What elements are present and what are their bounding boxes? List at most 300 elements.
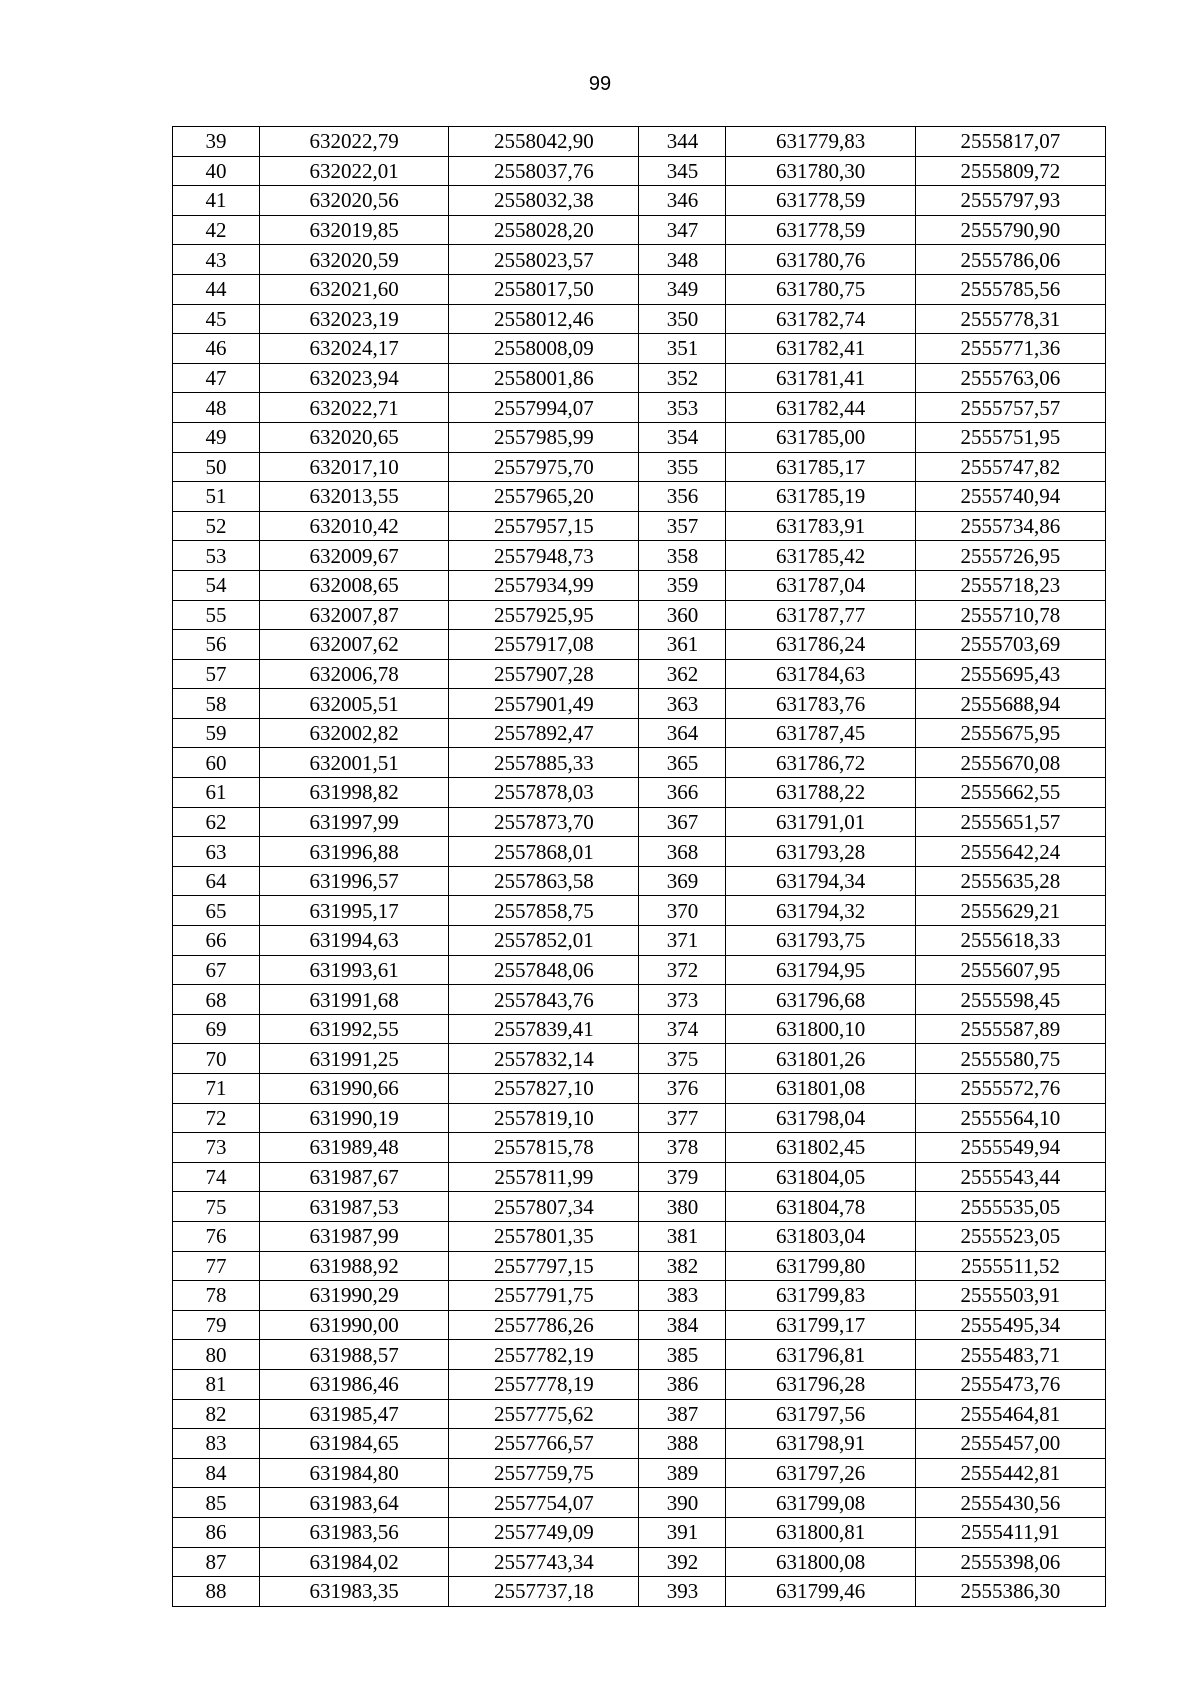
table-row	[173, 274, 1106, 304]
point-number-cell: 387	[639, 1399, 726, 1429]
point-number-cell: 386	[639, 1369, 726, 1399]
table-row	[173, 1162, 1106, 1192]
y-coordinate-cell: 2557778,19	[449, 1369, 639, 1399]
point-number-cell: 78	[173, 1281, 260, 1311]
table-row	[173, 600, 1106, 630]
point-number-cell: 76	[173, 1221, 260, 1251]
table-row	[173, 541, 1106, 571]
x-coordinate-cell: 631990,19	[260, 1103, 449, 1133]
point-number-cell: 350	[639, 304, 726, 334]
table-row	[173, 866, 1106, 896]
x-coordinate-cell: 631782,74	[726, 304, 915, 334]
table-row	[173, 334, 1106, 364]
x-coordinate-cell: 631984,02	[260, 1547, 449, 1577]
table-row	[173, 570, 1106, 600]
y-coordinate-cell: 2558023,57	[449, 245, 639, 275]
point-number-cell: 54	[173, 570, 260, 600]
y-coordinate-cell: 2558032,38	[449, 186, 639, 216]
x-coordinate-cell: 631988,92	[260, 1251, 449, 1281]
y-coordinate-cell: 2558042,90	[449, 127, 639, 157]
point-number-cell: 64	[173, 866, 260, 896]
point-number-cell: 62	[173, 807, 260, 837]
table-row	[173, 837, 1106, 867]
x-coordinate-cell: 632020,56	[260, 186, 449, 216]
y-coordinate-cell: 2555695,43	[915, 659, 1105, 689]
y-coordinate-cell: 2557759,75	[449, 1458, 639, 1488]
point-number-cell: 374	[639, 1014, 726, 1044]
table-row	[173, 1399, 1106, 1429]
x-coordinate-cell: 631983,56	[260, 1517, 449, 1547]
table-row	[173, 955, 1106, 985]
point-number-cell: 355	[639, 452, 726, 482]
x-coordinate-cell: 631985,47	[260, 1399, 449, 1429]
y-coordinate-cell: 2557852,01	[449, 926, 639, 956]
point-number-cell: 375	[639, 1044, 726, 1074]
point-number-cell: 55	[173, 600, 260, 630]
x-coordinate-cell: 631799,80	[726, 1251, 915, 1281]
y-coordinate-cell: 2555511,52	[915, 1251, 1105, 1281]
y-coordinate-cell: 2557848,06	[449, 955, 639, 985]
point-number-cell: 370	[639, 896, 726, 926]
point-number-cell: 362	[639, 659, 726, 689]
point-number-cell: 80	[173, 1340, 260, 1370]
y-coordinate-cell: 2555580,75	[915, 1044, 1105, 1074]
x-coordinate-cell: 631993,61	[260, 955, 449, 985]
y-coordinate-cell: 2557807,34	[449, 1192, 639, 1222]
x-coordinate-cell: 631786,72	[726, 748, 915, 778]
x-coordinate-cell: 631800,08	[726, 1547, 915, 1577]
point-number-cell: 388	[639, 1429, 726, 1459]
x-coordinate-cell: 631797,56	[726, 1399, 915, 1429]
point-number-cell: 353	[639, 393, 726, 423]
point-number-cell: 88	[173, 1577, 260, 1607]
x-coordinate-cell: 631783,76	[726, 689, 915, 719]
y-coordinate-cell: 2557975,70	[449, 452, 639, 482]
point-number-cell: 389	[639, 1458, 726, 1488]
x-coordinate-cell: 632006,78	[260, 659, 449, 689]
x-coordinate-cell: 631801,26	[726, 1044, 915, 1074]
point-number-cell: 50	[173, 452, 260, 482]
table-row	[173, 215, 1106, 245]
x-coordinate-cell: 631787,04	[726, 570, 915, 600]
y-coordinate-cell: 2557917,08	[449, 630, 639, 660]
x-coordinate-cell: 631990,00	[260, 1310, 449, 1340]
table-row	[173, 1014, 1106, 1044]
y-coordinate-cell: 2557985,99	[449, 422, 639, 452]
x-coordinate-cell: 631785,00	[726, 422, 915, 452]
y-coordinate-cell: 2555747,82	[915, 452, 1105, 482]
point-number-cell: 347	[639, 215, 726, 245]
y-coordinate-cell: 2555703,69	[915, 630, 1105, 660]
point-number-cell: 381	[639, 1221, 726, 1251]
point-number-cell: 73	[173, 1133, 260, 1163]
x-coordinate-cell: 631787,77	[726, 600, 915, 630]
x-coordinate-cell: 632002,82	[260, 718, 449, 748]
table-row	[173, 422, 1106, 452]
y-coordinate-cell: 2558001,86	[449, 363, 639, 393]
y-coordinate-cell: 2555618,33	[915, 926, 1105, 956]
point-number-cell: 379	[639, 1162, 726, 1192]
y-coordinate-cell: 2555607,95	[915, 955, 1105, 985]
x-coordinate-cell: 631783,91	[726, 511, 915, 541]
x-coordinate-cell: 631799,83	[726, 1281, 915, 1311]
point-number-cell: 69	[173, 1014, 260, 1044]
y-coordinate-cell: 2557868,01	[449, 837, 639, 867]
y-coordinate-cell: 2555670,08	[915, 748, 1105, 778]
table-row	[173, 630, 1106, 660]
x-coordinate-cell: 632023,94	[260, 363, 449, 393]
point-number-cell: 354	[639, 422, 726, 452]
table-row	[173, 393, 1106, 423]
x-coordinate-cell: 631803,04	[726, 1221, 915, 1251]
point-number-cell: 346	[639, 186, 726, 216]
x-coordinate-cell: 632007,87	[260, 600, 449, 630]
y-coordinate-cell: 2555718,23	[915, 570, 1105, 600]
x-coordinate-cell: 632022,79	[260, 127, 449, 157]
point-number-cell: 44	[173, 274, 260, 304]
y-coordinate-cell: 2555398,06	[915, 1547, 1105, 1577]
y-coordinate-cell: 2558028,20	[449, 215, 639, 245]
y-coordinate-cell: 2555598,45	[915, 985, 1105, 1015]
point-number-cell: 57	[173, 659, 260, 689]
table-row	[173, 1192, 1106, 1222]
y-coordinate-cell: 2557797,15	[449, 1251, 639, 1281]
point-number-cell: 363	[639, 689, 726, 719]
point-number-cell: 86	[173, 1517, 260, 1547]
x-coordinate-cell: 631782,44	[726, 393, 915, 423]
x-coordinate-cell: 631800,10	[726, 1014, 915, 1044]
point-number-cell: 369	[639, 866, 726, 896]
x-coordinate-cell: 631787,45	[726, 718, 915, 748]
x-coordinate-cell: 631780,76	[726, 245, 915, 275]
point-number-cell: 49	[173, 422, 260, 452]
x-coordinate-cell: 632022,01	[260, 156, 449, 186]
point-number-cell: 42	[173, 215, 260, 245]
x-coordinate-cell: 631996,57	[260, 866, 449, 896]
table-row	[173, 1044, 1106, 1074]
point-number-cell: 77	[173, 1251, 260, 1281]
x-coordinate-cell: 631796,68	[726, 985, 915, 1015]
y-coordinate-cell: 2557994,07	[449, 393, 639, 423]
point-number-cell: 371	[639, 926, 726, 956]
x-coordinate-cell: 632017,10	[260, 452, 449, 482]
x-coordinate-cell: 631780,30	[726, 156, 915, 186]
y-coordinate-cell: 2555442,81	[915, 1458, 1105, 1488]
x-coordinate-cell: 631998,82	[260, 778, 449, 808]
point-number-cell: 82	[173, 1399, 260, 1429]
x-coordinate-cell: 631996,88	[260, 837, 449, 867]
point-number-cell: 41	[173, 186, 260, 216]
x-coordinate-cell: 631798,91	[726, 1429, 915, 1459]
point-number-cell: 352	[639, 363, 726, 393]
y-coordinate-cell: 2555726,95	[915, 541, 1105, 571]
y-coordinate-cell: 2555790,90	[915, 215, 1105, 245]
point-number-cell: 367	[639, 807, 726, 837]
point-number-cell: 377	[639, 1103, 726, 1133]
point-number-cell: 52	[173, 511, 260, 541]
y-coordinate-cell: 2557843,76	[449, 985, 639, 1015]
y-coordinate-cell: 2555457,00	[915, 1429, 1105, 1459]
y-coordinate-cell: 2557965,20	[449, 482, 639, 512]
x-coordinate-cell: 631802,45	[726, 1133, 915, 1163]
x-coordinate-cell: 631983,35	[260, 1577, 449, 1607]
point-number-cell: 359	[639, 570, 726, 600]
x-coordinate-cell: 631796,81	[726, 1340, 915, 1370]
point-number-cell: 85	[173, 1488, 260, 1518]
point-number-cell: 380	[639, 1192, 726, 1222]
y-coordinate-cell: 2558008,09	[449, 334, 639, 364]
y-coordinate-cell: 2557925,95	[449, 600, 639, 630]
point-number-cell: 390	[639, 1488, 726, 1518]
table-row	[173, 1340, 1106, 1370]
x-coordinate-cell: 631987,67	[260, 1162, 449, 1192]
point-number-cell: 71	[173, 1074, 260, 1104]
coordinates-table	[172, 126, 1106, 1607]
table-row	[173, 1103, 1106, 1133]
table-row	[173, 511, 1106, 541]
x-coordinate-cell: 631785,19	[726, 482, 915, 512]
point-number-cell: 360	[639, 600, 726, 630]
x-coordinate-cell: 632020,59	[260, 245, 449, 275]
y-coordinate-cell: 2557858,75	[449, 896, 639, 926]
y-coordinate-cell: 2558012,46	[449, 304, 639, 334]
table-row	[173, 1221, 1106, 1251]
x-coordinate-cell: 631801,08	[726, 1074, 915, 1104]
x-coordinate-cell: 631784,63	[726, 659, 915, 689]
y-coordinate-cell: 2557957,15	[449, 511, 639, 541]
x-coordinate-cell: 631997,99	[260, 807, 449, 837]
point-number-cell: 357	[639, 511, 726, 541]
table-row	[173, 659, 1106, 689]
x-coordinate-cell: 631793,75	[726, 926, 915, 956]
point-number-cell: 393	[639, 1577, 726, 1607]
x-coordinate-cell: 631794,34	[726, 866, 915, 896]
x-coordinate-cell: 631994,63	[260, 926, 449, 956]
y-coordinate-cell: 2557782,19	[449, 1340, 639, 1370]
x-coordinate-cell: 631995,17	[260, 896, 449, 926]
x-coordinate-cell: 631794,32	[726, 896, 915, 926]
point-number-cell: 81	[173, 1369, 260, 1399]
point-number-cell: 361	[639, 630, 726, 660]
x-coordinate-cell: 631791,01	[726, 807, 915, 837]
x-coordinate-cell: 631800,81	[726, 1517, 915, 1547]
point-number-cell: 70	[173, 1044, 260, 1074]
y-coordinate-cell: 2555430,56	[915, 1488, 1105, 1518]
point-number-cell: 382	[639, 1251, 726, 1281]
point-number-cell: 373	[639, 985, 726, 1015]
x-coordinate-cell: 631986,46	[260, 1369, 449, 1399]
y-coordinate-cell: 2555503,91	[915, 1281, 1105, 1311]
x-coordinate-cell: 632020,65	[260, 422, 449, 452]
point-number-cell: 45	[173, 304, 260, 334]
y-coordinate-cell: 2555809,72	[915, 156, 1105, 186]
table-row	[173, 807, 1106, 837]
y-coordinate-cell: 2555572,76	[915, 1074, 1105, 1104]
point-number-cell: 51	[173, 482, 260, 512]
y-coordinate-cell: 2555495,34	[915, 1310, 1105, 1340]
y-coordinate-cell: 2555710,78	[915, 600, 1105, 630]
table-row	[173, 482, 1106, 512]
table-row	[173, 1517, 1106, 1547]
y-coordinate-cell: 2557832,14	[449, 1044, 639, 1074]
table-row	[173, 1369, 1106, 1399]
y-coordinate-cell: 2557907,28	[449, 659, 639, 689]
x-coordinate-cell: 631990,29	[260, 1281, 449, 1311]
point-number-cell: 40	[173, 156, 260, 186]
table-row	[173, 304, 1106, 334]
point-number-cell: 358	[639, 541, 726, 571]
point-number-cell: 43	[173, 245, 260, 275]
point-number-cell: 87	[173, 1547, 260, 1577]
y-coordinate-cell: 2557815,78	[449, 1133, 639, 1163]
x-coordinate-cell: 631779,83	[726, 127, 915, 157]
x-coordinate-cell: 632022,71	[260, 393, 449, 423]
x-coordinate-cell: 632021,60	[260, 274, 449, 304]
y-coordinate-cell: 2555817,07	[915, 127, 1105, 157]
coordinates-table-body	[173, 127, 1106, 1607]
x-coordinate-cell: 631786,24	[726, 630, 915, 660]
point-number-cell: 68	[173, 985, 260, 1015]
y-coordinate-cell: 2557819,10	[449, 1103, 639, 1133]
y-coordinate-cell: 2555473,76	[915, 1369, 1105, 1399]
x-coordinate-cell: 632024,17	[260, 334, 449, 364]
y-coordinate-cell: 2557801,35	[449, 1221, 639, 1251]
x-coordinate-cell: 631987,99	[260, 1221, 449, 1251]
point-number-cell: 368	[639, 837, 726, 867]
table-row	[173, 1429, 1106, 1459]
point-number-cell: 74	[173, 1162, 260, 1192]
table-row	[173, 1458, 1106, 1488]
point-number-cell: 83	[173, 1429, 260, 1459]
x-coordinate-cell: 631778,59	[726, 186, 915, 216]
x-coordinate-cell: 631984,80	[260, 1458, 449, 1488]
table-row	[173, 926, 1106, 956]
y-coordinate-cell: 2557775,62	[449, 1399, 639, 1429]
point-number-cell: 392	[639, 1547, 726, 1577]
y-coordinate-cell: 2555386,30	[915, 1577, 1105, 1607]
point-number-cell: 383	[639, 1281, 726, 1311]
y-coordinate-cell: 2555797,93	[915, 186, 1105, 216]
y-coordinate-cell: 2555464,81	[915, 1399, 1105, 1429]
point-number-cell: 65	[173, 896, 260, 926]
y-coordinate-cell: 2557948,73	[449, 541, 639, 571]
point-number-cell: 48	[173, 393, 260, 423]
point-number-cell: 364	[639, 718, 726, 748]
point-number-cell: 348	[639, 245, 726, 275]
point-number-cell: 63	[173, 837, 260, 867]
point-number-cell: 391	[639, 1517, 726, 1547]
y-coordinate-cell: 2555635,28	[915, 866, 1105, 896]
y-coordinate-cell: 2557873,70	[449, 807, 639, 837]
x-coordinate-cell: 632013,55	[260, 482, 449, 512]
x-coordinate-cell: 631780,75	[726, 274, 915, 304]
point-number-cell: 356	[639, 482, 726, 512]
table-row	[173, 896, 1106, 926]
point-number-cell: 53	[173, 541, 260, 571]
point-number-cell: 39	[173, 127, 260, 157]
point-number-cell: 75	[173, 1192, 260, 1222]
point-number-cell: 47	[173, 363, 260, 393]
page-number: 99	[588, 73, 612, 95]
y-coordinate-cell: 2555523,05	[915, 1221, 1105, 1251]
y-coordinate-cell: 2555543,44	[915, 1162, 1105, 1192]
y-coordinate-cell: 2555411,91	[915, 1517, 1105, 1547]
point-number-cell: 344	[639, 127, 726, 157]
x-coordinate-cell: 631796,28	[726, 1369, 915, 1399]
table-row	[173, 1133, 1106, 1163]
x-coordinate-cell: 632008,65	[260, 570, 449, 600]
table-row	[173, 1488, 1106, 1518]
y-coordinate-cell: 2557934,99	[449, 570, 639, 600]
table-row	[173, 1074, 1106, 1104]
table-row	[173, 985, 1106, 1015]
y-coordinate-cell: 2557863,58	[449, 866, 639, 896]
y-coordinate-cell: 2557885,33	[449, 748, 639, 778]
x-coordinate-cell: 631987,53	[260, 1192, 449, 1222]
table-row	[173, 1281, 1106, 1311]
x-coordinate-cell: 632023,19	[260, 304, 449, 334]
y-coordinate-cell: 2555675,95	[915, 718, 1105, 748]
table-row	[173, 452, 1106, 482]
y-coordinate-cell: 2555587,89	[915, 1014, 1105, 1044]
table-row	[173, 245, 1106, 275]
point-number-cell: 376	[639, 1074, 726, 1104]
x-coordinate-cell: 631793,28	[726, 837, 915, 867]
x-coordinate-cell: 631782,41	[726, 334, 915, 364]
x-coordinate-cell: 631788,22	[726, 778, 915, 808]
point-number-cell: 351	[639, 334, 726, 364]
y-coordinate-cell: 2557878,03	[449, 778, 639, 808]
x-coordinate-cell: 631991,25	[260, 1044, 449, 1074]
y-coordinate-cell: 2557827,10	[449, 1074, 639, 1104]
x-coordinate-cell: 632009,67	[260, 541, 449, 571]
x-coordinate-cell: 631781,41	[726, 363, 915, 393]
y-coordinate-cell: 2555662,55	[915, 778, 1105, 808]
x-coordinate-cell: 631991,68	[260, 985, 449, 1015]
y-coordinate-cell: 2557766,57	[449, 1429, 639, 1459]
x-coordinate-cell: 631785,17	[726, 452, 915, 482]
point-number-cell: 349	[639, 274, 726, 304]
y-coordinate-cell: 2557749,09	[449, 1517, 639, 1547]
point-number-cell: 345	[639, 156, 726, 186]
y-coordinate-cell: 2555564,10	[915, 1103, 1105, 1133]
y-coordinate-cell: 2558017,50	[449, 274, 639, 304]
x-coordinate-cell: 631797,26	[726, 1458, 915, 1488]
table-row	[173, 156, 1106, 186]
x-coordinate-cell: 631799,46	[726, 1577, 915, 1607]
y-coordinate-cell: 2557737,18	[449, 1577, 639, 1607]
point-number-cell: 84	[173, 1458, 260, 1488]
y-coordinate-cell: 2555642,24	[915, 837, 1105, 867]
y-coordinate-cell: 2555734,86	[915, 511, 1105, 541]
y-coordinate-cell: 2555740,94	[915, 482, 1105, 512]
y-coordinate-cell: 2555629,21	[915, 896, 1105, 926]
x-coordinate-cell: 631794,95	[726, 955, 915, 985]
point-number-cell: 46	[173, 334, 260, 364]
y-coordinate-cell: 2555549,94	[915, 1133, 1105, 1163]
y-coordinate-cell: 2557811,99	[449, 1162, 639, 1192]
x-coordinate-cell: 631798,04	[726, 1103, 915, 1133]
x-coordinate-cell: 632019,85	[260, 215, 449, 245]
x-coordinate-cell: 631990,66	[260, 1074, 449, 1104]
point-number-cell: 60	[173, 748, 260, 778]
x-coordinate-cell: 631799,08	[726, 1488, 915, 1518]
y-coordinate-cell: 2555778,31	[915, 304, 1105, 334]
x-coordinate-cell: 632005,51	[260, 689, 449, 719]
x-coordinate-cell: 631992,55	[260, 1014, 449, 1044]
y-coordinate-cell: 2555757,57	[915, 393, 1105, 423]
x-coordinate-cell: 631989,48	[260, 1133, 449, 1163]
